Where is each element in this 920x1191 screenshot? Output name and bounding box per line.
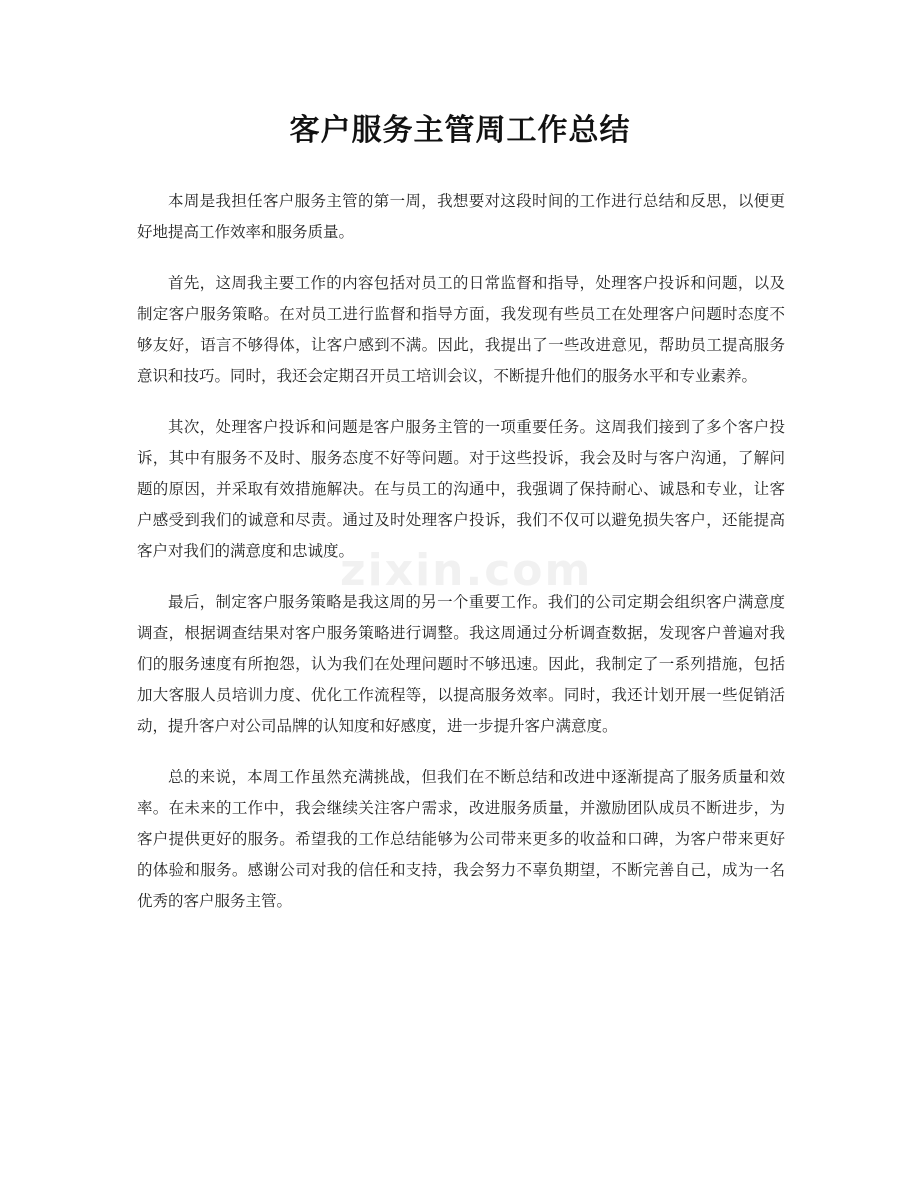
paragraph-first: 首先，这周我主要工作的内容包括对员工的日常监督和指导，处理客户投诉和问题，以及制定客户服务策略。在对员工进行监督和指导方面，我发现有些员工在处理客户问题时态度不够友好，语言不够得体，让客户感到不满。因此，我提出了一些改进意见，帮助员工提高服务意识和技巧。同时，我还会定期召开员工培训会议，不断提升他们的服务水平和专业素养。 bbox=[137, 274, 785, 385]
paragraph-intro: 本周是我担任客户服务主管的第一周，我想要对这段时间的工作进行总结和反思，以便更好地提高工作效率和服务质量。 bbox=[137, 192, 785, 241]
paragraph-second: 其次，处理客户投诉和问题是客户服务主管的一项重要任务。这周我们接到了多个客户投诉，其中有服务不及时、服务态度不好等问题。对于这些投诉，我会及时与客户沟通，了解问题的原因，并采取有效措施解决。在与员工的沟通中，我强调了保持耐心、诚恳和专业，让客户感受到我们的诚意和尽责。通过及时处理客户投诉，我们不仅可以避免损失客户，还能提高客户对我们的满意度和忠诚度。 bbox=[137, 418, 785, 560]
document-title: 客户服务主管周工作总结 bbox=[289, 113, 631, 148]
paragraph-summary: 总的来说，本周工作虽然充满挑战，但我们在不断总结和改进中逐渐提高了服务质量和效率。在未来的工作中，我会继续关注客户需求，改进服务质量，并激励团队成员不断进步，为客户提供更好的服务。希望我的工作总结能够为公司带来更多的收益和口碑，为客户带来更好的体验和服务。感谢公司对我的信任和支持，我会努力不辜负期望，不断完善自己，成为一名优秀的客户服务主管。 bbox=[137, 768, 785, 910]
watermark: zixin.com bbox=[340, 545, 593, 596]
paragraph-last: 最后，制定客户服务策略是我这周的另一个重要工作。我们的公司定期会组织客户满意度调查，根据调查结果对客户服务策略进行调整。我这周通过分析调查数据，发现客户普遍对我们的服务速度有所抱怨，认为我们在处理问题时不够迅速。因此，我制定了一系列措施，包括加大客服人员培训力度、优化工作流程等，以提高服务效率。同时，我还计划开展一些促销活动，提升客户对公司品牌的认知度和好感度，进一步提升客户满意度。 bbox=[137, 593, 785, 735]
document-body bbox=[137, 186, 785, 937]
